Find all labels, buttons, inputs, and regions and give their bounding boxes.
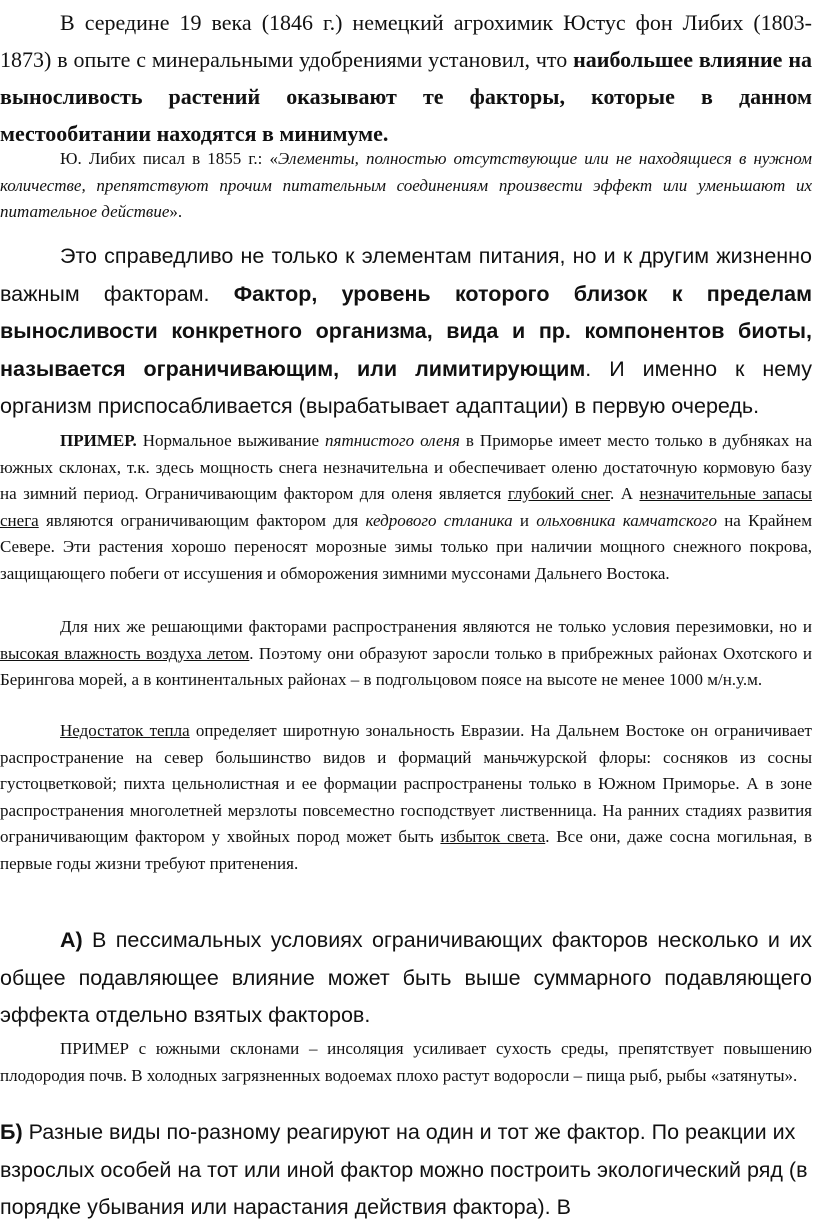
liebig-quote-text: Элементы, полностью отсутствующие или не находящиеся в нужном количестве, препятствуют прочим питательным соединениям произвести эффект или уменьшают их питательное действие	[0, 149, 812, 221]
underlined-term: избыток света	[440, 827, 546, 846]
underlined-term: глубокий снег	[507, 484, 611, 503]
underlined-term: высокая влажность воздуха летом	[0, 643, 250, 663]
paragraph-humidity: Для них же решающими факторами распространения являются не только условия перезимовки, но и высокая влажность воздуха летом. Поэтому они образуют заросли только в прибрежных районах Охотского и Берингова морей, а в континентальных районах – в подгольцовом поясе на высоте не менее 1000 м/н.у.м.	[0, 617, 812, 689]
paragraph-example-slopes: ПРИМЕР с южными склонами – инсоляция усиливает сухость среды, препятствует повышению плодородия почв. В холодных загрязненных водоемах плохо растут водоросли – пища рыб, рыбы «затянуты».	[0, 1039, 812, 1085]
point-b-label: Б)	[0, 1120, 23, 1144]
paragraph-liebig-quote: Ю. Либих писал в 1855 г.: «Элементы, полностью отсутствующие или не находящиеся в нужном количестве, препятствуют прочим питательным соединениям произвести эффект или уменьшают их питательное действие».	[0, 149, 812, 221]
paragraph-limiting-factor: Это справедливо не только к элементам питания, но и к другим жизненно важным факторам. Фактор, уровень которого близок к пределам выносливости конкретного организма, вида и пр. компонентов биоты, называется ограничивающим, или лимитирующим. И именно к нему организм приспосабливается (вырабатывает адаптации) в первую очередь.	[0, 244, 813, 418]
paragraph-heat-deficit: Недостаток тепла определяет широтную зональность Евразии. На Дальнем Востоке он ограничивает распространение на север большинство видов и формаций маньчжурской флоры: сосняков из сосны густоцветковой; пихта цельнолистная и ее формации распространены только в Южном Приморье. А в зоне распространения многолетней мерзлоты повсеместно господствует лиственница. На ранних стадиях развития ограничивающим фактором у хвойных пород может быть избыток света. Все они, даже сосна могильная, в первые годы жизни требуют притенения.	[0, 721, 812, 873]
limiting-factor-definition: Фактор, уровень которого близок к пределам выносливости конкретного организма, вида и пр. компонентов биоты, называется ограничивающим, или лимитирующим	[0, 281, 813, 381]
paragraph-point-a: А) В пессимальных условиях ограничивающих факторов несколько и их общее подавляющее влияние может быть выше суммарного подавляющего эффекта отдельно взятых факторов.	[0, 928, 812, 1027]
example-label: ПРИМЕР.	[60, 431, 137, 450]
paragraph-liebig-law: В середине 19 века (1846 г.) немецкий агрохимик Юстус фон Либих (1803-1873) в опыте с минеральными удобрениями установил, что наибольшее влияние на выносливость растений оказывают те факторы, которые в данном местообитании находятся в минимуме.	[0, 10, 812, 146]
paragraph-point-b: Б) Разные виды по-разному реагируют на один и тот же фактор. По реакции их взрослых особей на тот или иной фактор можно построить экологический ряд (в порядке убывания или нарастания действия фактора). В	[0, 1120, 808, 1219]
paragraph-example-deer: ПРИМЕР. Нормальное выживание пятнистого оленя в Приморье имеет место только в дубняках на южных склонах, т.к. здесь мощность снега незначительна и обеспечивает оленю достаточную кормовую базу на зимний период. Ограничивающим фактором для оленя является глубокий снег. А незначительные запасы снега являются ограничивающим фактором для кедрового стланика и ольховника камчатского на Крайнем Севере. Эти растения хорошо переносят морозные зимы только при наличии мощного снежного покрова, защищающего побеги от иссушения и обморожения зимними муссонами Дальнего Востока.	[0, 431, 813, 583]
underlined-term: незначительные запасы снега	[0, 484, 813, 530]
underlined-term: Недостаток тепла	[60, 721, 190, 740]
point-a-label: А)	[60, 928, 83, 952]
liebig-law-emphasis: наибольшее влияние на выносливость растений оказывают те факторы, которые в данном местообитании находятся в минимуме.	[0, 47, 812, 146]
